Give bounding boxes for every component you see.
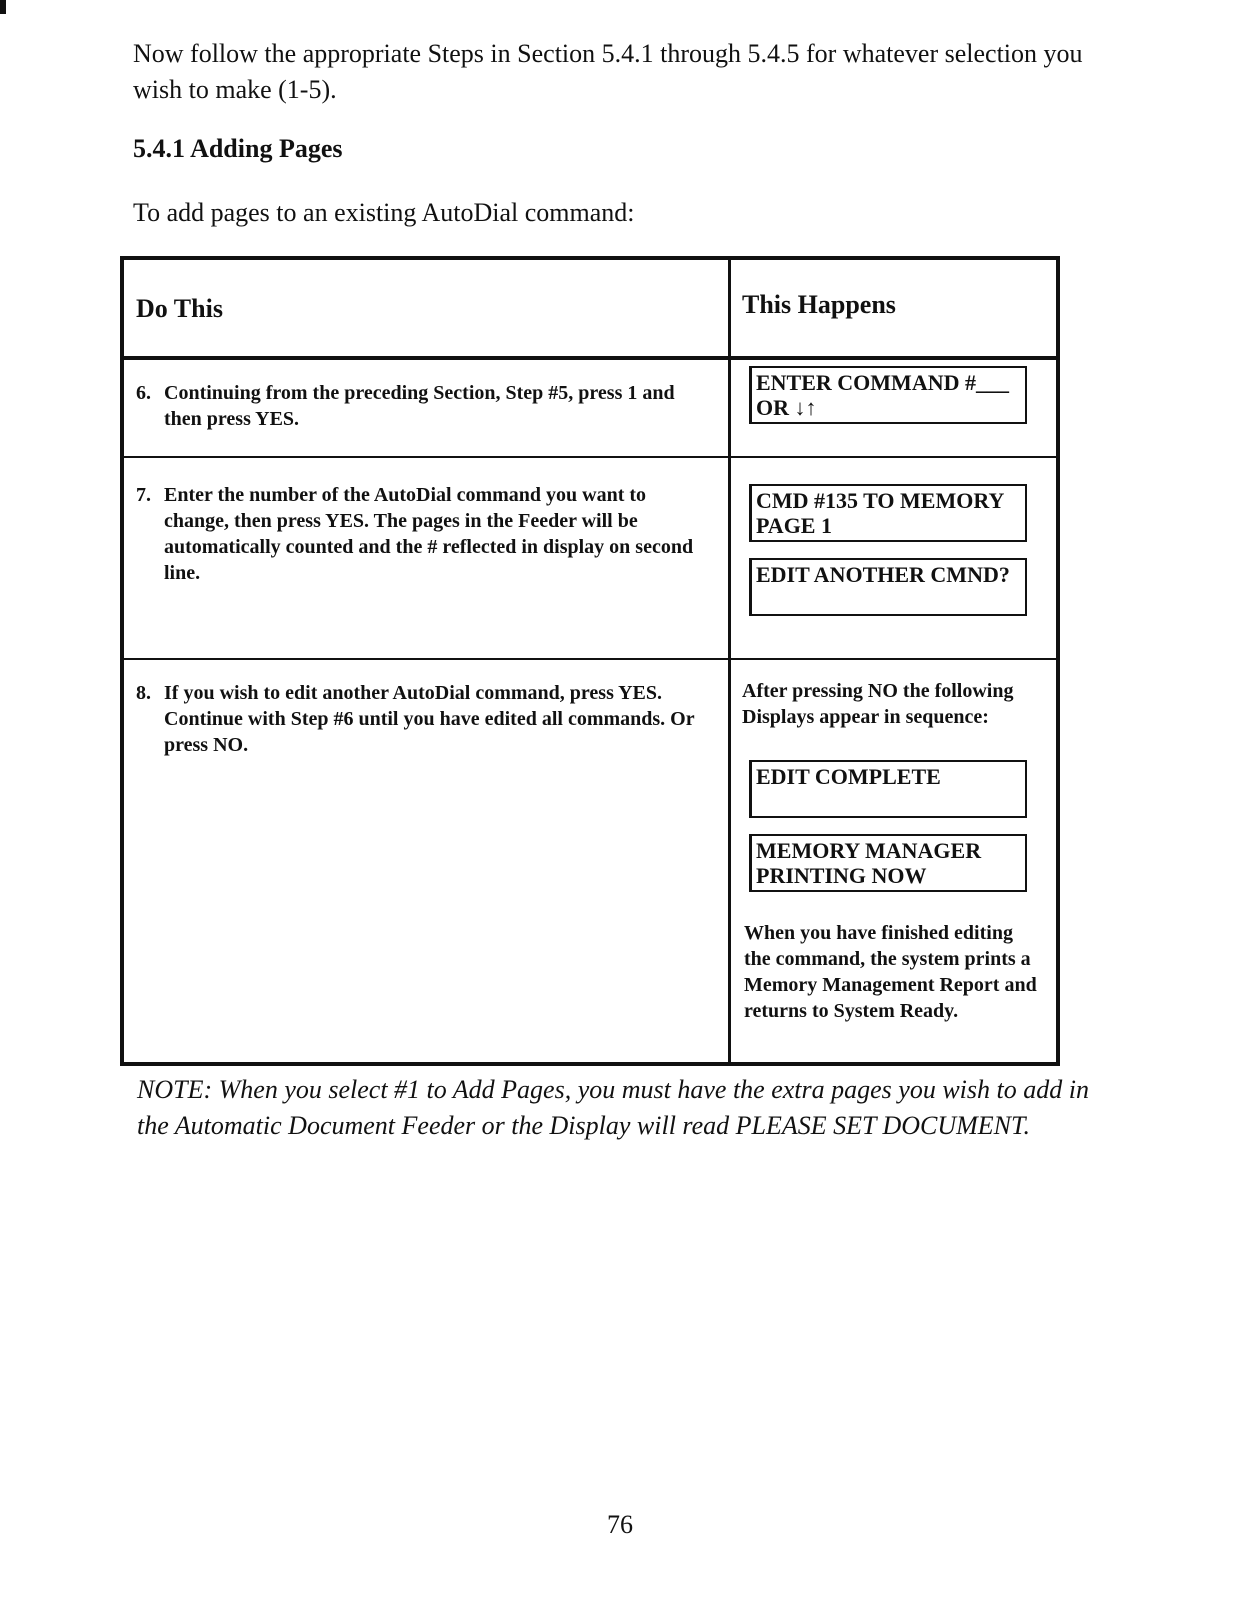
step-8 [136, 680, 706, 758]
display-line-1: CMD #135 TO MEMORY [756, 488, 1005, 513]
margin-mark [0, 0, 6, 14]
header-do-this: Do This [136, 294, 223, 323]
display-edit-complete [749, 760, 1027, 818]
section-heading: 5.4.1 Adding Pages [133, 134, 343, 163]
header-this-happens: This Happens [742, 290, 896, 319]
display-line-1: EDIT COMPLETE [756, 764, 941, 789]
lead-in-text: To add pages to an existing AutoDial command: [133, 198, 635, 227]
display-line-1: ENTER COMMAND #___ [756, 370, 1009, 395]
display-edit-another [749, 558, 1027, 616]
display-line-1: MEMORY MANAGER [756, 838, 982, 863]
intro-paragraph: Now follow the appropriate Steps in Section 5.4.1 through 5.4.5 for whatever selection you wish to make (1-5). [133, 39, 1083, 104]
procedure-table [120, 256, 1060, 1066]
page-number: 76 [607, 1510, 633, 1539]
note-paragraph: NOTE: When you select #1 to Add Pages, you must have the extra pages you wish to add in the Automatic Document Feeder or the Display will read PLEASE SET DOCUMENT. [137, 1075, 1089, 1140]
step-text: Enter the number of the AutoDial command you want to change, then press YES. The pages in the Feeder will be automatically counted and the # reflected in display on second line. [164, 484, 694, 584]
display-cmd-to-memory [749, 484, 1027, 542]
finish-text: When you have finished editing the command, the system prints a Memory Management Report and returns to System Ready. [744, 922, 1037, 1022]
step-number: 7. [136, 484, 151, 506]
row-divider [124, 456, 1056, 458]
display-line-2: PAGE 1 [756, 513, 832, 538]
step-number: 8. [136, 682, 151, 704]
step-6 [136, 380, 706, 432]
display-line-1: EDIT ANOTHER CMND? [756, 562, 1010, 587]
header-rule [124, 356, 1056, 360]
display-line-2: PRINTING NOW [756, 863, 927, 888]
step-text: If you wish to edit another AutoDial command, press YES. Continue with Step #6 until you have edited all commands. Or press NO. [164, 682, 695, 756]
display-line-2: OR ↓↑ [756, 395, 817, 420]
display-memory-manager [749, 834, 1027, 892]
row-divider [124, 658, 1056, 660]
step-7 [136, 482, 706, 586]
step-text: Continuing from the preceding Section, Step #5, press 1 and then press YES. [164, 382, 675, 430]
column-divider [728, 260, 731, 1062]
step-number: 6. [136, 382, 151, 404]
display-enter-command [749, 366, 1027, 424]
after-no-text: After pressing NO the following Displays appear in sequence: [742, 680, 1014, 728]
